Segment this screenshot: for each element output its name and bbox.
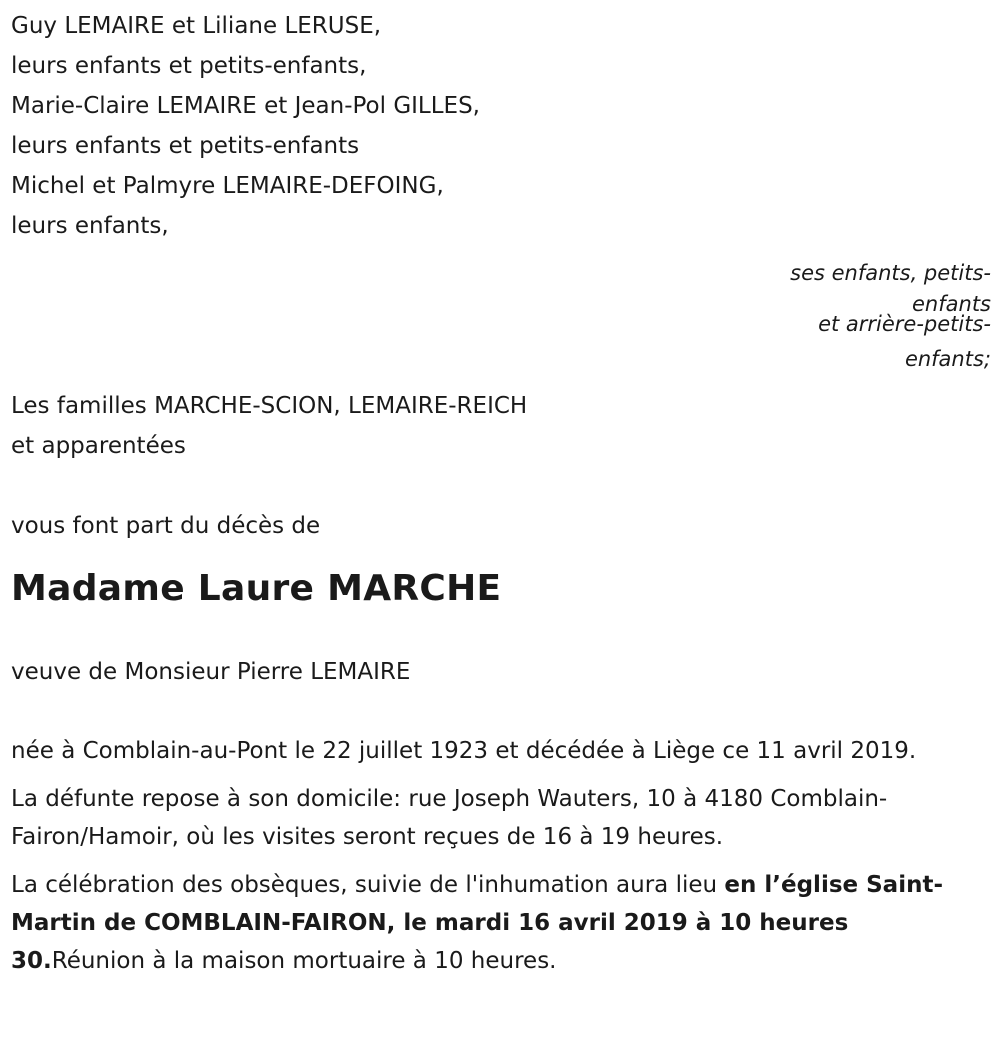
family-line-6: leurs enfants, xyxy=(11,213,169,239)
deceased-name: Madame Laure MARCHE xyxy=(11,568,502,609)
descendants-line-2: enfants xyxy=(912,292,991,316)
family-line-4: leurs enfants et petits-enfants xyxy=(11,133,360,159)
other-families-line-2: et apparentées xyxy=(11,433,186,459)
repose-paragraph: La défunte repose à son domicile: rue Joseph Wauters, 10 à 4180 Comblain-Fairon/Hamoir, où les visites seront reçues de 16 à 19 heures. xyxy=(11,786,888,850)
other-families-line-1: Les familles MARCHE-SCION, LEMAIRE-REICH xyxy=(11,393,528,419)
family-line-5: Michel et Palmyre LEMAIRE-DEFOING, xyxy=(11,173,444,199)
ceremony-highlight: en l’église Saint-Martin de COMBLAIN-FAIRON, le mardi 16 avril 2019 à 10 heures 30. xyxy=(11,872,944,974)
descendants-line-3: et arrière-petits- xyxy=(818,312,991,336)
ceremony-paragraph xyxy=(11,866,986,980)
family-line-2: leurs enfants et petits-enfants, xyxy=(11,53,367,79)
obituary-notice xyxy=(11,6,991,980)
descendants-block xyxy=(11,256,991,376)
ceremony-intro: La célébration des obsèques, suivie de l'inhumation aura lieu xyxy=(11,872,725,898)
widow-of-text: veuve de Monsieur Pierre LEMAIRE xyxy=(11,659,411,685)
family-line-1: Guy LEMAIRE et Liliane LERUSE, xyxy=(11,13,382,39)
descendants-line-1: ses enfants, petits- xyxy=(790,261,991,285)
descendants-line-4: enfants; xyxy=(904,347,991,371)
family-line-3: Marie-Claire LEMAIRE et Jean-Pol GILLES, xyxy=(11,93,480,119)
announcement-text: vous font part du décès de xyxy=(11,513,321,539)
ceremony-closing: Réunion à la maison mortuaire à 10 heures. xyxy=(51,948,557,974)
birth-death-paragraph: née à Comblain-au-Pont le 22 juillet 1923 et décédée à Liège ce 11 avril 2019. xyxy=(11,738,917,764)
